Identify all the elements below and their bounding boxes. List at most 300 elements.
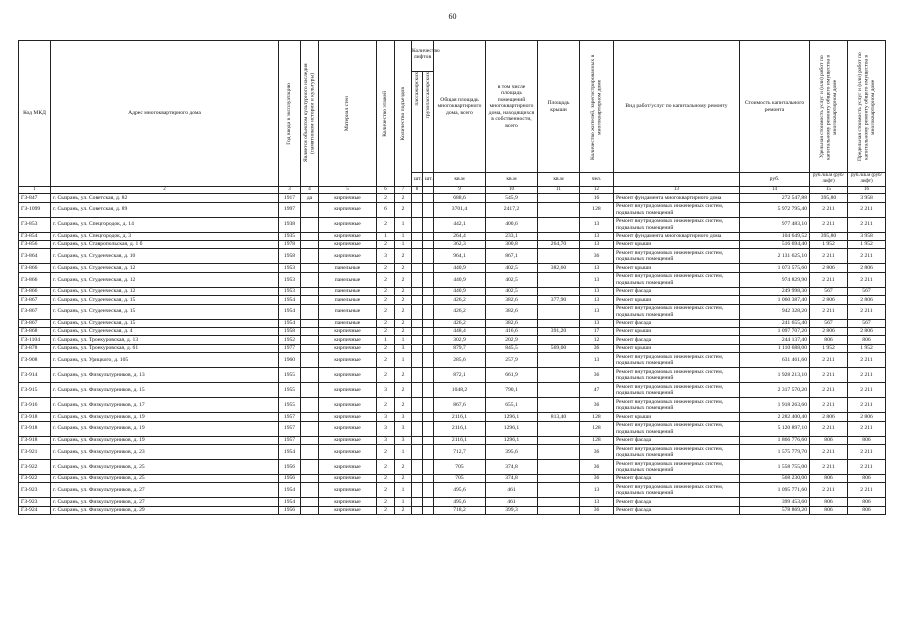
cell-year: 1955 xyxy=(279,398,301,413)
cell-roof-area xyxy=(538,474,580,482)
cell-address: г. Сызрань, ул. Урицкого, д. 105 xyxy=(51,353,279,368)
cell-max-cost: 2 211 xyxy=(848,483,886,498)
column-number: 16 xyxy=(848,186,886,193)
cell-roof-area: 813,40 xyxy=(538,413,580,421)
cell-owned-area: 1296,1 xyxy=(486,421,538,436)
cell-residents: 36 xyxy=(580,444,614,459)
cell-floors: 2 xyxy=(377,304,395,319)
cell-wall: панельные xyxy=(319,287,377,295)
cell-roof-area: 264,70 xyxy=(538,241,580,249)
cell-wall: кирпичные xyxy=(319,506,377,514)
cell-wall: панельные xyxy=(319,319,377,327)
cell-residents: 13 xyxy=(580,232,614,240)
cell-heritage xyxy=(301,202,319,217)
cell-year: 1954 xyxy=(279,483,301,498)
cell-lifts-passenger xyxy=(412,296,423,304)
cell-entrances: 1 xyxy=(395,241,412,249)
cell-cost: 974 829,90 xyxy=(740,272,810,287)
cell-residents: 13 xyxy=(580,241,614,249)
cell-year: 1977 xyxy=(279,344,301,352)
cell-unit-cost: 2 806 xyxy=(810,413,848,421)
column-number: 4 xyxy=(301,186,319,193)
table-row xyxy=(19,249,886,264)
cell-total-area: 448,4 xyxy=(434,327,486,335)
cell-work: Ремонт внутридомовых инженерных систем, подвальных помещений xyxy=(614,459,740,474)
cell-residents: 128 xyxy=(580,421,614,436)
cell-lifts-cargo xyxy=(423,398,434,413)
cell-owned-area: 867,1 xyxy=(486,249,538,264)
cell-roof-area xyxy=(538,249,580,264)
cell-code: ГЗ-853 xyxy=(19,217,51,232)
cell-unit-cost: 567 xyxy=(810,319,848,327)
cell-owned-area: 402,5 xyxy=(486,264,538,272)
cell-roof-area xyxy=(538,217,580,232)
cell-total-area: 426,2 xyxy=(434,319,486,327)
cell-lifts-passenger xyxy=(412,398,423,413)
cell-work: Ремонт внутридомовых инженерных систем, подвальных помещений xyxy=(614,353,740,368)
cell-residents: 36 xyxy=(580,344,614,352)
cell-heritage xyxy=(301,353,319,368)
table-row xyxy=(19,459,886,474)
cell-heritage xyxy=(301,287,319,295)
cell-lifts-passenger xyxy=(412,353,423,368)
cell-code: ГЗ-868 xyxy=(19,327,51,335)
cell-roof-area: 377,90 xyxy=(538,296,580,304)
cell-work: Ремонт крыши xyxy=(614,296,740,304)
cell-total-area: 440,9 xyxy=(434,272,486,287)
cell-residents: 47 xyxy=(580,383,614,398)
cell-total-area: 2116,1 xyxy=(434,413,486,421)
cell-address: г. Сызрань, ул. Ставропольская, д. 1 б xyxy=(51,241,279,249)
cell-year: 1952 xyxy=(279,336,301,344)
cell-cost: 2 317 570,20 xyxy=(740,383,810,398)
cell-work: Ремонт фасада xyxy=(614,319,740,327)
cell-roof-area xyxy=(538,272,580,287)
cell-entrances: 2 xyxy=(395,368,412,383)
cell-entrances: 1 xyxy=(395,217,412,232)
cell-roof-area xyxy=(538,287,580,295)
cell-cost: 1 558 755,00 xyxy=(740,459,810,474)
cell-lifts-cargo xyxy=(423,336,434,344)
cell-heritage xyxy=(301,319,319,327)
cell-total-area: 362,3 xyxy=(434,241,486,249)
cell-total-area: 285,6 xyxy=(434,353,486,368)
cell-wall: кирпичные xyxy=(319,498,377,506)
cell-heritage xyxy=(301,217,319,232)
header-total-area: Общая площадь многоквартирного дома, всего xyxy=(434,41,486,173)
cell-total-area: 712,7 xyxy=(434,444,486,459)
cell-work: Ремонт крыши xyxy=(614,344,740,352)
cell-total-area: 426,2 xyxy=(434,296,486,304)
cell-work: Ремонт фасада xyxy=(614,474,740,482)
cell-lifts-cargo xyxy=(423,264,434,272)
column-number: 1 xyxy=(19,186,51,193)
cell-work: Ремонт внутридомовых инженерных систем, подвальных помещений xyxy=(614,217,740,232)
column-number: 12 xyxy=(580,186,614,193)
cell-max-cost: 2 806 xyxy=(848,327,886,335)
cell-floors: 2 xyxy=(377,217,395,232)
table-row xyxy=(19,413,886,421)
cell-lifts-passenger xyxy=(412,444,423,459)
header-floors: Количество этажей xyxy=(382,90,389,137)
cell-code: ГЗ-916 xyxy=(19,398,51,413)
cell-wall: кирпичные xyxy=(319,421,377,436)
cell-roof-area xyxy=(538,459,580,474)
cell-wall: кирпичные xyxy=(319,249,377,264)
cell-unit-cost: 395,80 xyxy=(810,194,848,202)
cell-floors: 2 xyxy=(377,287,395,295)
cell-entrances: 2 xyxy=(395,304,412,319)
table-row xyxy=(19,444,886,459)
cell-max-cost: 806 xyxy=(848,498,886,506)
cell-wall: панельные xyxy=(319,304,377,319)
cell-unit-cost: 2 211 xyxy=(810,483,848,498)
cell-residents: 13 xyxy=(580,272,614,287)
cell-address: г. Сызрань, ул. Троекуровская, д. 13 xyxy=(51,336,279,344)
cell-wall: кирпичные xyxy=(319,336,377,344)
cell-unit-cost: 2 211 xyxy=(810,421,848,436)
cell-owned-area: 382,6 xyxy=(486,319,538,327)
cell-work: Ремонт внутридомовых инженерных систем, подвальных помещений xyxy=(614,368,740,383)
cell-work: Ремонт внутридомовых инженерных систем, подвальных помещений xyxy=(614,383,740,398)
cell-heritage xyxy=(301,413,319,421)
cell-unit-cost: 1 952 xyxy=(810,344,848,352)
cell-residents: 36 xyxy=(580,368,614,383)
cell-total-area: 302,9 xyxy=(434,336,486,344)
table-row xyxy=(19,241,886,249)
table-body xyxy=(19,194,886,515)
cell-lifts-cargo xyxy=(423,217,434,232)
cell-roof-area xyxy=(538,383,580,398)
cell-code: ГЗ-854 xyxy=(19,232,51,240)
cell-floors: 2 xyxy=(377,296,395,304)
cell-lifts-cargo xyxy=(423,413,434,421)
cell-work: Ремонт крыши xyxy=(614,264,740,272)
cell-year: 1958 xyxy=(279,327,301,335)
cell-roof-area xyxy=(538,436,580,444)
cell-unit-cost: 1 952 xyxy=(810,241,848,249)
cell-floors: 3 xyxy=(377,436,395,444)
cell-lifts-cargo xyxy=(423,444,434,459)
cell-address: г. Сызрань, ул. Студенческая, д. 15 xyxy=(51,319,279,327)
cell-heritage xyxy=(301,459,319,474)
cell-residents: 128 xyxy=(580,436,614,444)
table-row xyxy=(19,344,886,352)
cell-lifts-cargo xyxy=(423,202,434,217)
column-number: 6 xyxy=(377,186,395,193)
cell-lifts-cargo xyxy=(423,498,434,506)
cell-wall: кирпичные xyxy=(319,444,377,459)
cell-max-cost: 806 xyxy=(848,436,886,444)
unit-kvm-3: кв.м xyxy=(538,173,580,187)
table-row xyxy=(19,272,886,287)
capital-repair-table xyxy=(18,40,886,515)
cell-address: г. Сызрань, ул. Физкультурников, д. 25 xyxy=(51,459,279,474)
cell-owned-area: 233,1 xyxy=(486,232,538,240)
cell-lifts-passenger xyxy=(412,383,423,398)
cell-lifts-cargo xyxy=(423,353,434,368)
cell-work: Ремонт фундамента многоквартирного дома xyxy=(614,194,740,202)
cell-address: г. Сызрань, ул. Физкультурников, д. 13 xyxy=(51,368,279,383)
cell-owned-area: 1296,1 xyxy=(486,413,538,421)
cell-residents: 13 xyxy=(580,287,614,295)
cell-cost: 977 483,10 xyxy=(740,217,810,232)
cell-roof-area xyxy=(538,304,580,319)
cell-address: г. Сызрань, ул. Физкультурников, д. 25 xyxy=(51,474,279,482)
cell-cost: 1 073 575,60 xyxy=(740,264,810,272)
cell-owned-area: 402,5 xyxy=(486,287,538,295)
cell-entrances: 3 xyxy=(395,436,412,444)
cell-year: 1954 xyxy=(279,498,301,506)
column-number: 13 xyxy=(614,186,740,193)
header-heritage: Является объектом культурного наследия (памятником истории и культуры) xyxy=(303,64,316,163)
cell-residents: 13 xyxy=(580,498,614,506)
cell-year: 1956 xyxy=(279,459,301,474)
cell-cost: 942 328,20 xyxy=(740,304,810,319)
page-number: 60 xyxy=(448,12,457,21)
table-row xyxy=(19,232,886,240)
table-row xyxy=(19,217,886,232)
cell-cost: 578 869,20 xyxy=(740,506,810,514)
cell-max-cost: 2 211 xyxy=(848,368,886,383)
cell-cost: 104 649,52 xyxy=(740,232,810,240)
column-number: 5 xyxy=(319,186,377,193)
cell-max-cost: 1 952 xyxy=(848,344,886,352)
cell-heritage xyxy=(301,272,319,287)
cell-code: ГЗ-856 xyxy=(19,241,51,249)
cell-lifts-cargo xyxy=(423,459,434,474)
table-row xyxy=(19,194,886,202)
cell-unit-cost: 806 xyxy=(810,436,848,444)
cell-lifts-passenger xyxy=(412,327,423,335)
cell-floors: 2 xyxy=(377,483,395,498)
column-number: 11 xyxy=(538,186,580,193)
cell-unit-cost: 2 211 xyxy=(810,383,848,398)
cell-wall: кирпичные xyxy=(319,217,377,232)
cell-address: г. Сызрань, ул. Советская, д. 89 xyxy=(51,202,279,217)
column-number: 14 xyxy=(740,186,810,193)
cell-entrances: 2 xyxy=(395,319,412,327)
cell-lifts-cargo xyxy=(423,304,434,319)
cell-heritage xyxy=(301,368,319,383)
cell-lifts-passenger xyxy=(412,319,423,327)
cell-residents: 36 xyxy=(580,398,614,413)
cell-wall: кирпичные xyxy=(319,241,377,249)
cell-roof-area: 382,60 xyxy=(538,264,580,272)
unit-rubm-1: руб./кв.м (руб/лифт) xyxy=(810,173,848,187)
cell-address: г. Сызрань, ул. Физкультурников, д. 23 xyxy=(51,444,279,459)
cell-owned-area: 300,8 xyxy=(486,241,538,249)
table-row xyxy=(19,202,886,217)
cell-unit-cost: 2 211 xyxy=(810,353,848,368)
cell-entrances: 1 xyxy=(395,232,412,240)
cell-code: ГЗ-923 xyxy=(19,483,51,498)
cell-lifts-passenger xyxy=(412,241,423,249)
cell-year: 1955 xyxy=(279,383,301,398)
cell-heritage xyxy=(301,327,319,335)
table-row xyxy=(19,336,886,344)
cell-cost: 1 060 387,40 xyxy=(740,296,810,304)
cell-owned-area: 402,5 xyxy=(486,272,538,287)
cell-heritage: да xyxy=(301,194,319,202)
cell-code: ГЗ-867 xyxy=(19,296,51,304)
cell-work: Ремонт внутридомовых инженерных систем, подвальных помещений xyxy=(614,483,740,498)
cell-lifts-passenger xyxy=(412,232,423,240)
cell-lifts-cargo xyxy=(423,232,434,240)
cell-owned-area: 461 xyxy=(486,483,538,498)
cell-address: г. Сызрань, ул. Физкультурников, д. 17 xyxy=(51,398,279,413)
cell-code: ГЗ-921 xyxy=(19,444,51,459)
header-lifts-cargo: грузопассажирских xyxy=(424,71,431,118)
cell-lifts-cargo xyxy=(423,368,434,383)
cell-code: ГЗ-866 xyxy=(19,287,51,295)
table-row xyxy=(19,296,886,304)
cell-floors: 3 xyxy=(377,249,395,264)
cell-floors: 2 xyxy=(377,327,395,335)
cell-lifts-passenger xyxy=(412,304,423,319)
cell-lifts-cargo xyxy=(423,383,434,398)
cell-floors: 2 xyxy=(377,368,395,383)
cell-floors: 2 xyxy=(377,459,395,474)
cell-year: 1956 xyxy=(279,506,301,514)
cell-code: ГЗ-867 xyxy=(19,319,51,327)
cell-wall: кирпичные xyxy=(319,202,377,217)
cell-unit-cost: 806 xyxy=(810,336,848,344)
cell-roof-area xyxy=(538,336,580,344)
header-cost: Стоимость капитального ремонта xyxy=(740,41,810,173)
cell-residents: 36 xyxy=(580,249,614,264)
table-row xyxy=(19,398,886,413)
cell-unit-cost: 2 806 xyxy=(810,264,848,272)
cell-total-area: 879,7 xyxy=(434,344,486,352)
cell-address: г. Сызрань, ул. Студенческая, д. 12 xyxy=(51,264,279,272)
cell-address: г. Сызрань, ул. Физкультурников, д. 19 xyxy=(51,413,279,421)
cell-max-cost: 567 xyxy=(848,319,886,327)
cell-lifts-passenger xyxy=(412,459,423,474)
cell-unit-cost: 567 xyxy=(810,287,848,295)
unit-rub: руб. xyxy=(740,173,810,187)
cell-unit-cost: 395,80 xyxy=(810,232,848,240)
cell-code: ГЗ-914 xyxy=(19,368,51,383)
cell-lifts-cargo xyxy=(423,436,434,444)
cell-residents: 13 xyxy=(580,296,614,304)
cell-floors: 2 xyxy=(377,498,395,506)
cell-residents: 36 xyxy=(580,506,614,514)
cell-entrances: 2 xyxy=(395,264,412,272)
cell-max-cost: 3 958 xyxy=(848,194,886,202)
cell-cost: 399 453,60 xyxy=(740,498,810,506)
cell-max-cost: 2 806 xyxy=(848,296,886,304)
table-row xyxy=(19,287,886,295)
cell-address: г. Сызрань, ул. Физкультурников, д. 15 xyxy=(51,383,279,398)
table-row xyxy=(19,383,886,398)
cell-address: г. Сызрань, ул. Спецгородок, д. 14 xyxy=(51,217,279,232)
cell-floors: 1 xyxy=(377,232,395,240)
cell-unit-cost: 806 xyxy=(810,506,848,514)
cell-address: г. Сызрань, ул. Студенческая, д. 15 xyxy=(51,304,279,319)
column-number: 15 xyxy=(810,186,848,193)
cell-residents: 128 xyxy=(580,202,614,217)
cell-work: Ремонт фасада xyxy=(614,498,740,506)
cell-code: ГЗ-867 xyxy=(19,304,51,319)
cell-entrances: 2 xyxy=(395,194,412,202)
cell-owned-area: 790,1 xyxy=(486,383,538,398)
cell-cost: 516 694,40 xyxy=(740,241,810,249)
cell-heritage xyxy=(301,383,319,398)
cell-entrances: 3 xyxy=(395,344,412,352)
column-number-row xyxy=(19,186,886,193)
unit-chel: чел. xyxy=(580,173,614,187)
cell-code: ГЗ-878 xyxy=(19,344,51,352)
cell-year: 1953 xyxy=(279,272,301,287)
cell-unit-cost: 806 xyxy=(810,498,848,506)
cell-heritage xyxy=(301,241,319,249)
cell-unit-cost: 806 xyxy=(810,474,848,482)
column-number: 8 xyxy=(412,186,423,193)
cell-owned-area: 661,9 xyxy=(486,368,538,383)
table-row xyxy=(19,421,886,436)
cell-unit-cost: 2 211 xyxy=(810,459,848,474)
column-number: 10 xyxy=(486,186,538,193)
cell-lifts-passenger xyxy=(412,217,423,232)
cell-work: Ремонт фасада xyxy=(614,336,740,344)
cell-roof-area xyxy=(538,398,580,413)
cell-year: 1960 xyxy=(279,353,301,368)
cell-floors: 2 xyxy=(377,353,395,368)
cell-lifts-cargo xyxy=(423,296,434,304)
cell-lifts-passenger xyxy=(412,498,423,506)
cell-unit-cost: 2 211 xyxy=(810,368,848,383)
cell-owned-area: 382,6 xyxy=(486,304,538,319)
cell-residents: 128 xyxy=(580,413,614,421)
cell-year: 1957 xyxy=(279,413,301,421)
cell-roof-area xyxy=(538,353,580,368)
cell-unit-cost: 2 211 xyxy=(810,217,848,232)
table-row xyxy=(19,483,886,498)
column-number xyxy=(423,186,434,193)
cell-wall: панельные xyxy=(319,264,377,272)
cell-roof-area xyxy=(538,319,580,327)
cell-lifts-passenger xyxy=(412,368,423,383)
cell-code: ГЗ-1104 xyxy=(19,336,51,344)
cell-heritage xyxy=(301,344,319,352)
cell-residents: 13 xyxy=(580,483,614,498)
cell-year: 1935 xyxy=(279,232,301,240)
cell-lifts-passenger xyxy=(412,336,423,344)
cell-work: Ремонт фасада xyxy=(614,436,740,444)
cell-address: г. Сызрань, ул. Физкультурников, д. 27 xyxy=(51,483,279,498)
cell-heritage xyxy=(301,483,319,498)
cell-code: ГЗ-908 xyxy=(19,353,51,368)
cell-lifts-passenger xyxy=(412,264,423,272)
cell-code: ГЗ-866 xyxy=(19,272,51,287)
cell-total-area: 867,6 xyxy=(434,398,486,413)
cell-owned-area: 545,9 xyxy=(486,194,538,202)
cell-lifts-passenger xyxy=(412,202,423,217)
cell-total-area: 495,6 xyxy=(434,483,486,498)
cell-roof-area xyxy=(538,498,580,506)
cell-max-cost: 2 211 xyxy=(848,202,886,217)
cell-heritage xyxy=(301,421,319,436)
cell-wall: кирпичные xyxy=(319,459,377,474)
cell-work: Ремонт фасада xyxy=(614,506,740,514)
cell-entrances: 2 xyxy=(395,272,412,287)
cell-cost: 244 137,40 xyxy=(740,336,810,344)
cell-cost: 5 120 897,10 xyxy=(740,421,810,436)
cell-residents: 13 xyxy=(580,264,614,272)
cell-heritage xyxy=(301,398,319,413)
cell-heritage xyxy=(301,436,319,444)
